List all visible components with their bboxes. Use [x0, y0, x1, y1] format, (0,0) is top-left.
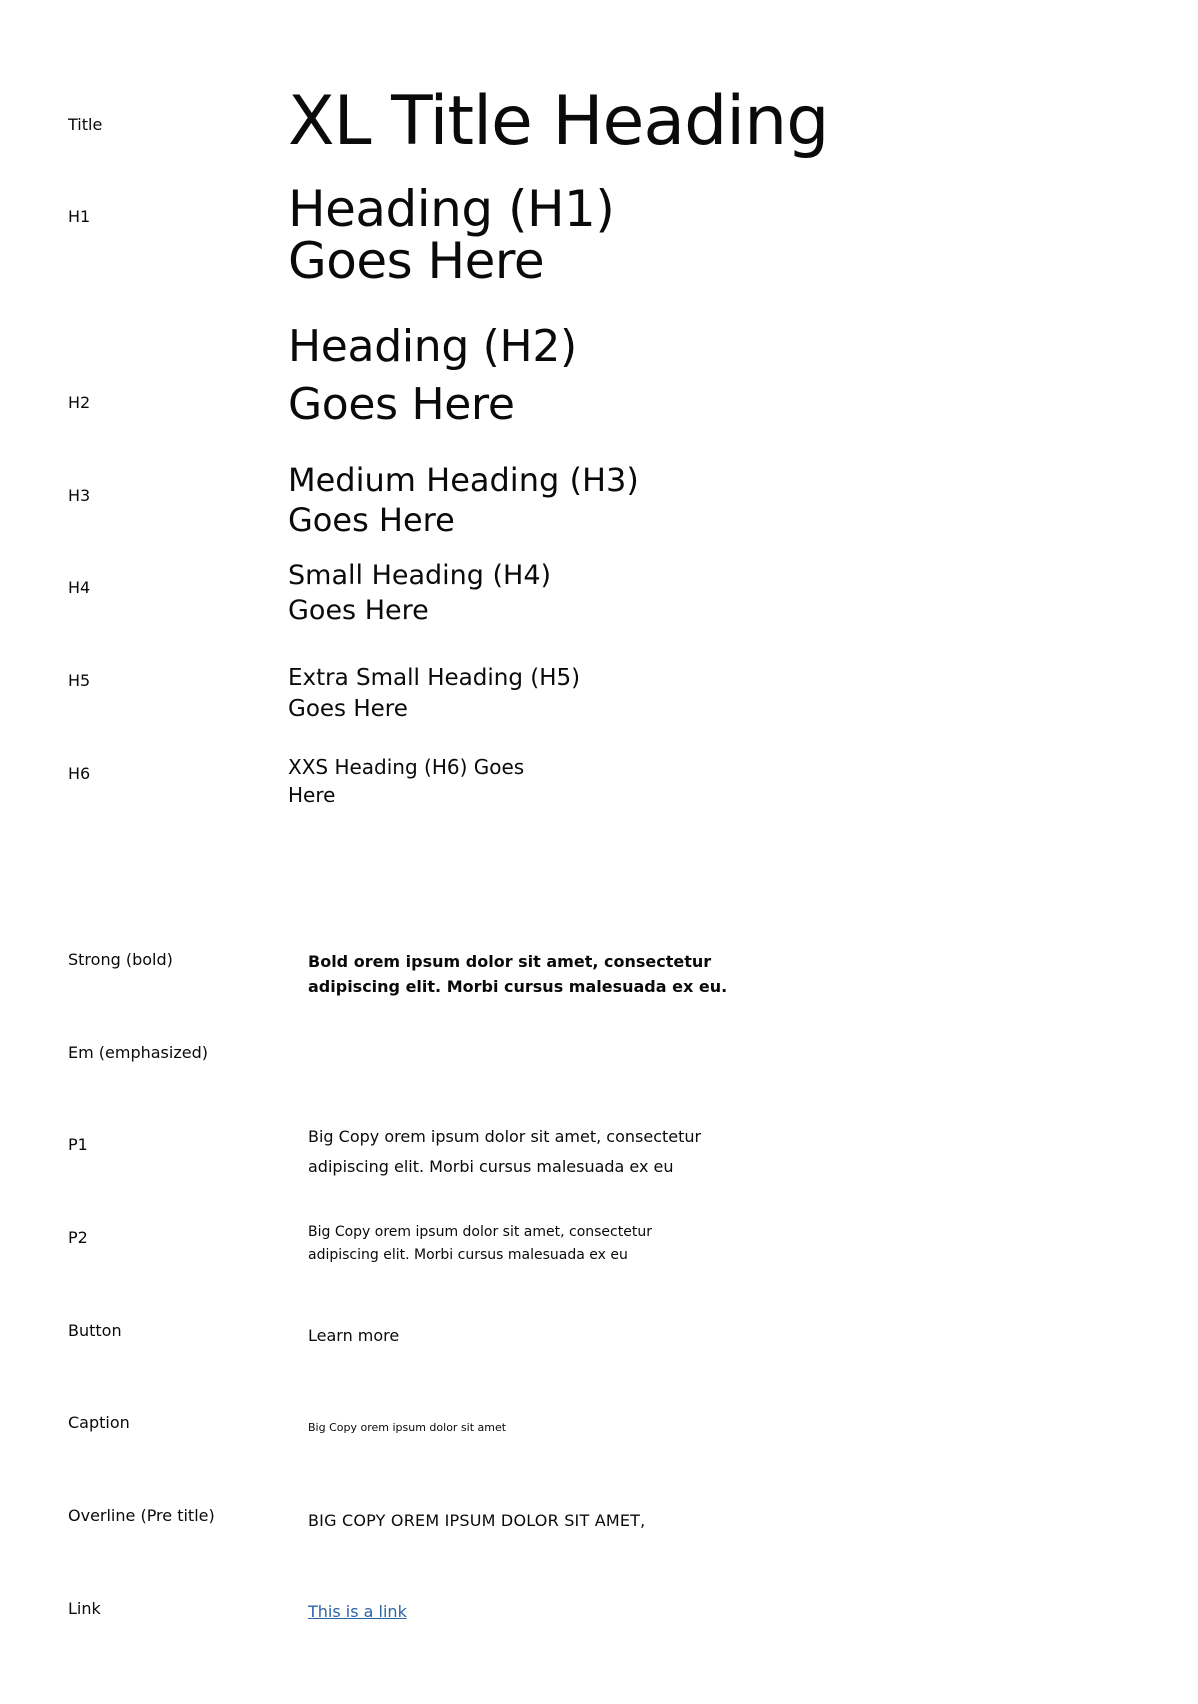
label-h5: H5: [68, 671, 91, 690]
label-caption: Caption: [68, 1413, 130, 1432]
h5-line-1: Extra Small Heading (H5): [288, 665, 581, 691]
label-overline: Overline (Pre title): [68, 1506, 215, 1525]
h3-heading-sample: [288, 460, 639, 540]
h5-heading-sample: [288, 663, 580, 725]
p1-line-2: adipiscing elit. Morbi cursus malesuada ex eu: [308, 1157, 674, 1176]
label-button: Button: [68, 1321, 122, 1340]
label-p2: P2: [68, 1228, 88, 1247]
sample-link[interactable]: This is a link: [308, 1602, 407, 1621]
h5-line-2: Goes Here: [288, 696, 408, 722]
p2-paragraph-sample: [308, 1221, 652, 1267]
p2-line-2: adipiscing elit. Morbi cursus malesuada ex eu: [308, 1247, 628, 1263]
label-link: Link: [68, 1599, 101, 1618]
strong-line-1: Bold orem ipsum dolor sit amet, consectetur: [308, 952, 712, 971]
h6-line-1: XXS Heading (H6) Goes: [288, 755, 525, 779]
strong-line-2: adipiscing elit. Morbi cursus malesuada ex eu.: [308, 977, 728, 996]
caption-text-sample: Big Copy orem ipsum dolor sit amet: [308, 1421, 507, 1434]
label-p1: P1: [68, 1135, 88, 1154]
label-h3: H3: [68, 486, 91, 505]
label-h6: H6: [68, 764, 91, 783]
p1-paragraph-sample: [308, 1122, 701, 1182]
h4-line-2: Goes Here: [288, 595, 429, 626]
p2-line-1: Big Copy orem ipsum dolor sit amet, consectetur: [308, 1224, 652, 1240]
h4-heading-sample: [288, 558, 551, 628]
h1-line-1: Heading (H1): [288, 180, 615, 238]
label-strong: Strong (bold): [68, 950, 173, 969]
label-h4: H4: [68, 578, 91, 597]
h2-line-2: Goes Here: [288, 379, 515, 430]
label-h1: H1: [68, 207, 91, 226]
h2-line-1: Heading (H2): [288, 321, 577, 372]
h6-line-2: Here: [288, 783, 336, 807]
label-em: Em (emphasized): [68, 1043, 208, 1062]
h1-line-2: Goes Here: [288, 232, 545, 290]
h1-heading-sample: [288, 180, 615, 290]
h3-line-1: Medium Heading (H3): [288, 461, 639, 499]
p1-line-1: Big Copy orem ipsum dolor sit amet, consectetur: [308, 1127, 702, 1146]
title-heading-sample: XL Title Heading: [288, 82, 829, 161]
overline-text-sample: BIG COPY OREM IPSUM DOLOR SIT AMET,: [308, 1511, 646, 1530]
learn-more-button[interactable]: Learn more: [308, 1326, 400, 1345]
strong-text-sample: [308, 949, 727, 999]
h3-line-2: Goes Here: [288, 501, 455, 539]
label-h2: H2: [68, 393, 91, 412]
h2-heading-sample: [288, 318, 577, 434]
h6-heading-sample: [288, 753, 524, 809]
h4-line-1: Small Heading (H4): [288, 560, 552, 591]
label-title: Title: [68, 115, 103, 134]
